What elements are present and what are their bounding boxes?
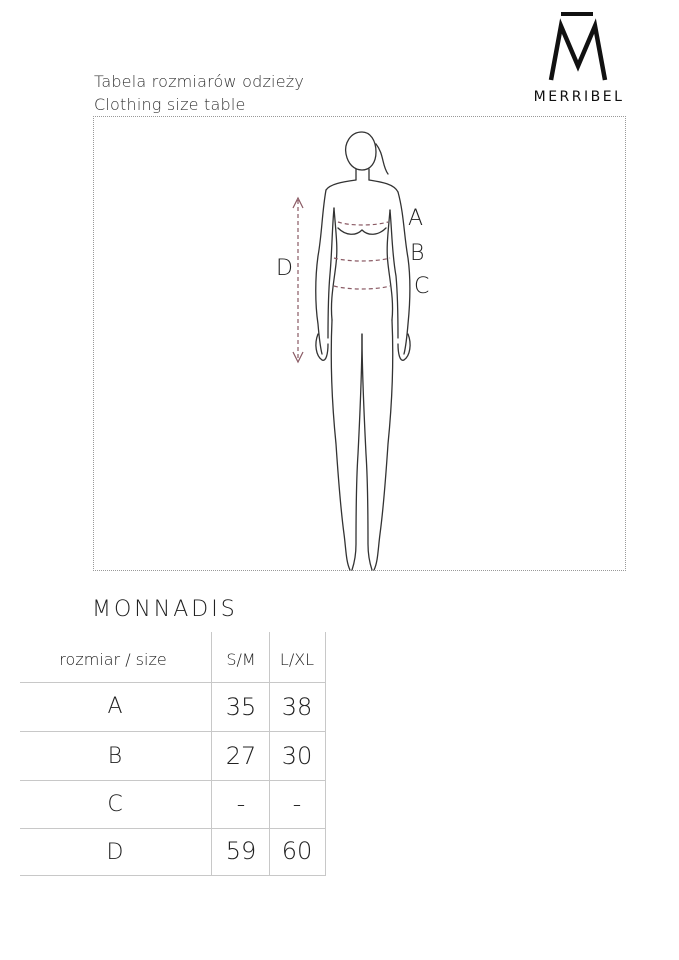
table-header-label: rozmiar / size [59, 650, 167, 669]
table-divider [20, 780, 326, 781]
measure-label-d: D [276, 256, 293, 281]
table-cell: 30 [281, 742, 313, 770]
table-row-label: A [107, 694, 123, 719]
title-english: Clothing size table [94, 95, 246, 114]
title-polish: Tabela rozmiarów odzieży [94, 72, 305, 91]
product-name: MONNADIS [92, 597, 238, 622]
measure-label-a: A [408, 206, 424, 231]
measure-label-c: C [414, 274, 430, 299]
table-cell: - [292, 790, 302, 818]
table-cell: - [236, 790, 246, 818]
measure-label-b: B [410, 241, 425, 266]
table-cell: 38 [281, 693, 313, 721]
table-row-label: D [106, 840, 124, 865]
body-figure-illustration [270, 124, 440, 574]
table-divider [20, 682, 326, 683]
size-table [20, 632, 326, 878]
table-cell: 27 [225, 742, 257, 770]
table-divider [20, 875, 326, 876]
brand-name: MERRIBEL [533, 89, 625, 105]
table-row-label: B [107, 744, 123, 769]
table-header-size: L/XL [279, 650, 315, 669]
table-cell: 35 [225, 693, 257, 721]
table-row-label: C [107, 792, 123, 817]
table-cell: 60 [281, 837, 313, 865]
brand-mark-icon [547, 12, 609, 82]
table-divider [20, 828, 326, 829]
table-divider [20, 731, 326, 732]
table-header-size: S/M [226, 650, 256, 669]
brand-logo [526, 12, 632, 106]
table-divider [325, 632, 326, 876]
table-cell: 59 [225, 837, 257, 865]
